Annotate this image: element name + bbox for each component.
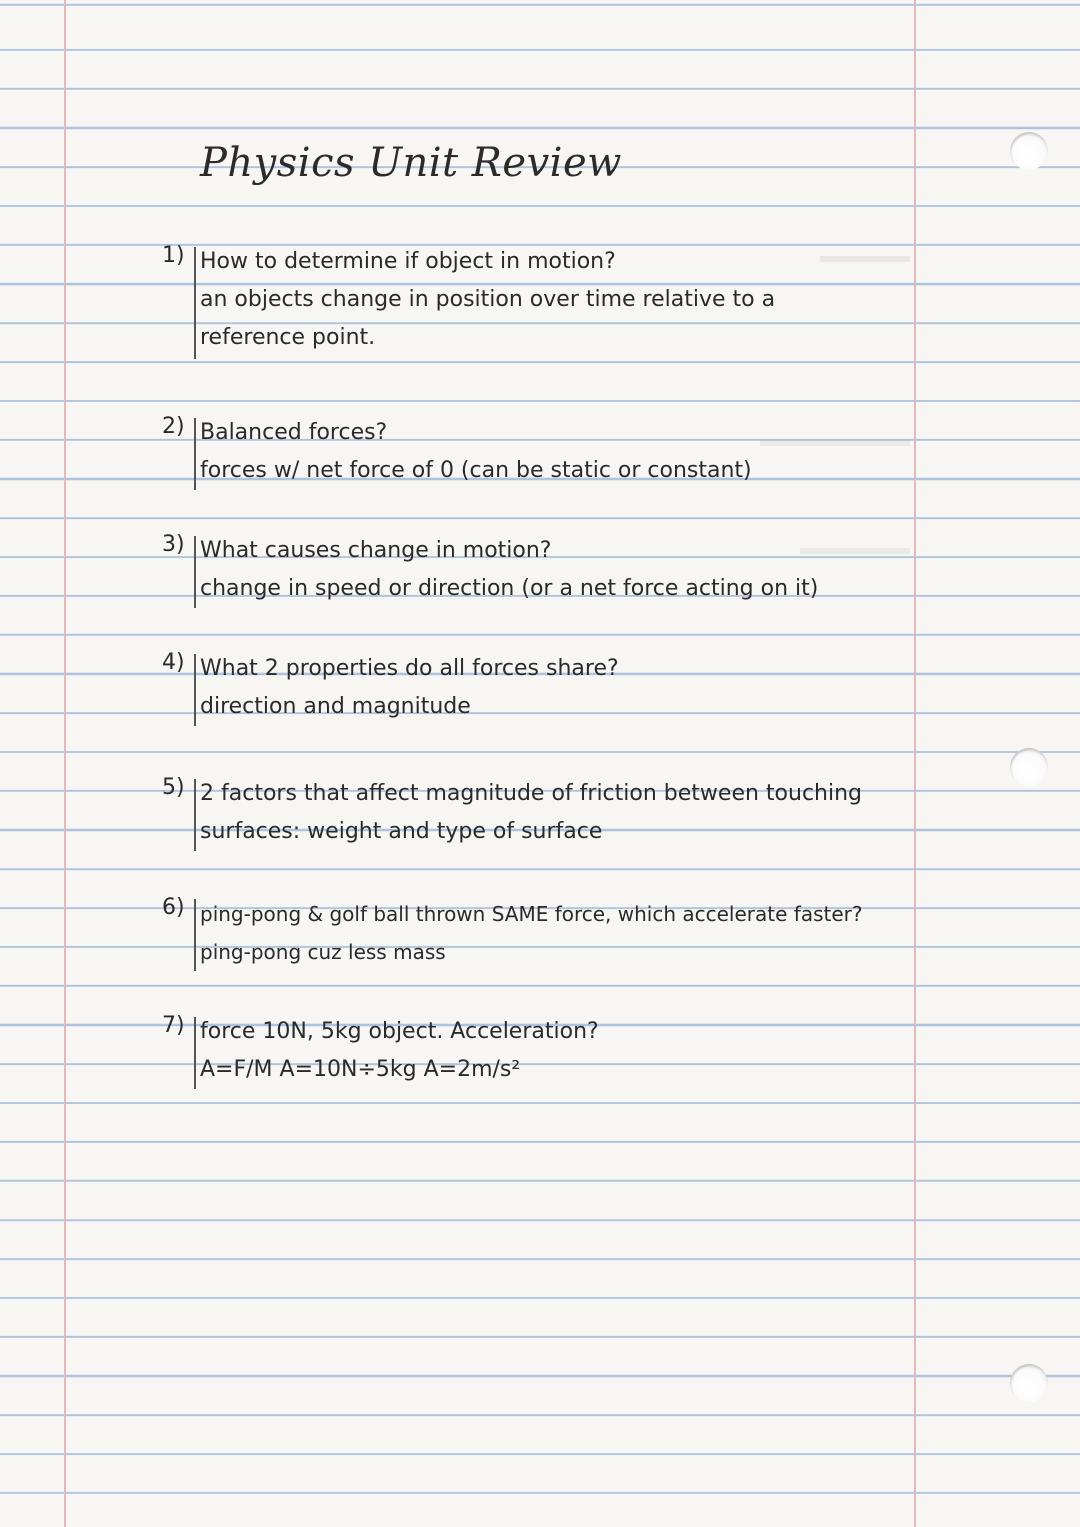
page-title: Physics Unit Review [200,140,622,186]
answer-text: forces w/ net force of 0 (can be static or constant) [200,458,752,483]
question-7 [162,1013,599,1089]
margin-line-right [914,0,916,1527]
binder-hole-bottom [1010,1364,1048,1402]
question-bar [194,418,196,490]
question-1 [162,243,776,357]
question-number: 1) [162,243,185,268]
question-text: force 10N, 5kg object. Acceleration? [200,1019,599,1044]
question-4 [162,650,619,726]
question-number: 2) [162,414,185,439]
answer-text: change in speed or direction (or a net force acting on it) [200,576,819,601]
question-text: 2 factors that affect magnitude of friction between touching [200,781,862,806]
question-bar [194,247,196,359]
question-bar [194,1017,196,1089]
question-bar [194,654,196,726]
question-text: How to determine if object in motion? [200,249,616,274]
question-2 [162,414,752,490]
show-through-mark [820,256,910,262]
binder-hole-top [1010,132,1048,170]
question-bar [194,536,196,608]
question-bar [194,779,196,851]
answer-text: ping-pong cuz less mass [200,940,446,964]
question-number: 3) [162,532,185,557]
question-text: What causes change in motion? [200,538,552,563]
answer-text: surfaces: weight and type of surface [200,819,603,844]
question-number: 6) [162,895,185,920]
question-text: Balanced forces? [200,420,388,445]
answer-text: an objects change in position over time relative to a [200,287,776,312]
show-through-mark [760,440,910,446]
question-text: What 2 properties do all forces share? [200,656,619,681]
question-5 [162,775,862,851]
binder-hole-middle [1010,748,1048,786]
question-bar [194,899,196,971]
question-number: 7) [162,1013,185,1038]
answer-text: A=F/M A=10N÷5kg A=2m/s² [200,1057,521,1082]
question-text: ping-pong & golf ball thrown SAME force, which accelerate faster? [200,902,863,926]
margin-line-left [64,0,66,1527]
question-3 [162,532,819,608]
question-6 [162,895,863,971]
question-number: 5) [162,775,185,800]
question-number: 4) [162,650,185,675]
answer-text: reference point. [200,325,376,350]
answer-text: direction and magnitude [200,694,471,719]
